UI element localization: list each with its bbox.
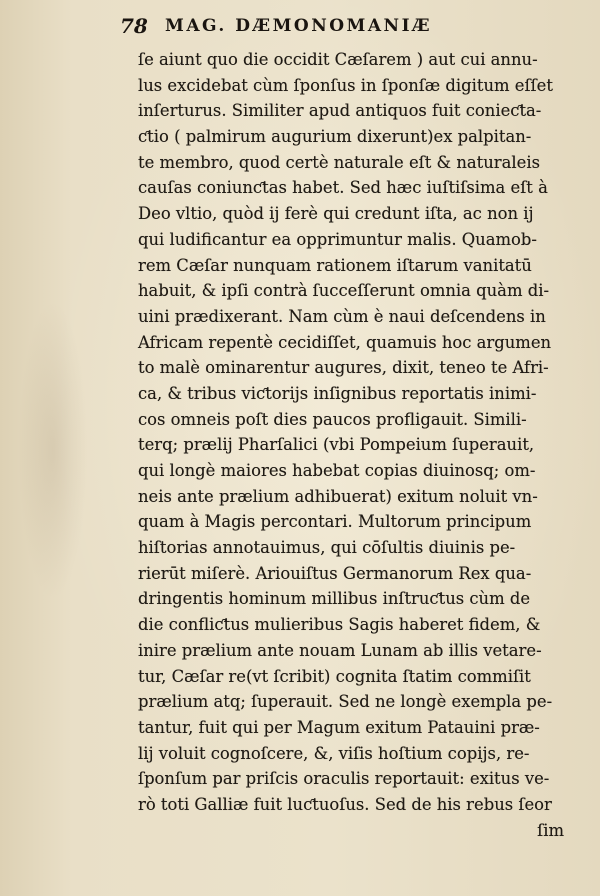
text-line: tantur, fuit qui per Magum exitum Patauini præ-: [138, 717, 540, 737]
running-head: MAG. DÆMONOMANIÆ: [165, 16, 433, 36]
text-line: rierūt miſerè. Ariouiſtus Germanorum Rex qua-: [138, 563, 532, 583]
text-line: rò toti Galliæ fuit luƈtuoſus. Sed de his rebus ſeor: [138, 794, 552, 814]
text-line: to malè ominarentur augures, dixit, teneo te Afri-: [138, 358, 549, 378]
text-line: lij voluit cognoſcere, &, viſis hoſtium copijs, re-: [138, 743, 530, 763]
text-line: quam à Magis percontari. Multorum principum: [138, 512, 532, 532]
text-line: dringentis hominum millibus inſtruƈtus cùm de: [138, 589, 531, 609]
text-line: uini prædixerant. Nam cùm è naui deſcendens in: [138, 306, 546, 326]
page-header: [120, 14, 560, 44]
text-line: ca, & tribus viƈtorijs inſignibus reportatis inimi-: [138, 383, 537, 403]
text-line: qui longè maiores habebat copias diuinosq; om-: [138, 461, 536, 480]
text-line: qui ludificantur ea opprimuntur malis. Quamob-: [138, 229, 537, 249]
text-line: Deo vltio, quòd ij ferè qui credunt iſta, ac non ij: [138, 204, 534, 224]
catchword: ſim: [537, 820, 564, 840]
text-line: te membro, quod certè naturale eſt & naturaleis: [138, 152, 540, 172]
text-line: cos omneis poſt dies paucos profligauit. Simili-: [138, 409, 527, 429]
text-line: terq; prælij Pharſalici (vbi Pompeium ſuperauit,: [138, 435, 535, 455]
text-line: ſponſum par priſcis oraculis reportauit: exitus ve-: [138, 769, 550, 789]
page-number: 78: [120, 14, 148, 38]
body-text: [138, 47, 570, 843]
text-line: lus excidebat cùm ſponſus in ſponſæ digitum eſſet: [138, 75, 553, 95]
text-line: cauſas coniunƈtas habet. Sed hæc iuſtiſsima eſt à: [138, 178, 548, 198]
text-line: prælium atq; ſuperauit. Sed ne longè exempla pe-: [138, 692, 553, 712]
text-line: neis ante prælium adhibuerat) exitum noluit vn-: [138, 486, 538, 506]
text-line: die confliƈtus mulieribus Sagis haberet fidem, &: [138, 615, 541, 635]
text-line: tur, Cæſar re(vt ſcribit) cognita ſtatim commiſit: [138, 666, 531, 686]
text-line: inſerturus. Similiter apud antiquos fuit conieƈta-: [138, 101, 542, 121]
text-line: rem Cæſar nunquam rationem iſtarum vanitatū: [138, 255, 532, 275]
page-stain: [18, 300, 88, 600]
text-line: hiſtorias annotauimus, qui cōſultis diuinis pe-: [138, 538, 516, 558]
text-line: habuit, & ipſi contrà ſucceſſerunt omnia quàm di-: [138, 281, 549, 301]
text-line: Africam repentè cecidiſſet, quamuis hoc argumen: [138, 332, 552, 352]
text-line: ƈtio ( palmirum augurium dixerunt)ex palpitan-: [138, 127, 532, 147]
text-line: ſe aiunt quo die occidit Cæſarem ) aut cui annu-: [138, 50, 538, 69]
text-line: inire prælium ante nouam Lunam ab illis vetare-: [138, 640, 542, 660]
